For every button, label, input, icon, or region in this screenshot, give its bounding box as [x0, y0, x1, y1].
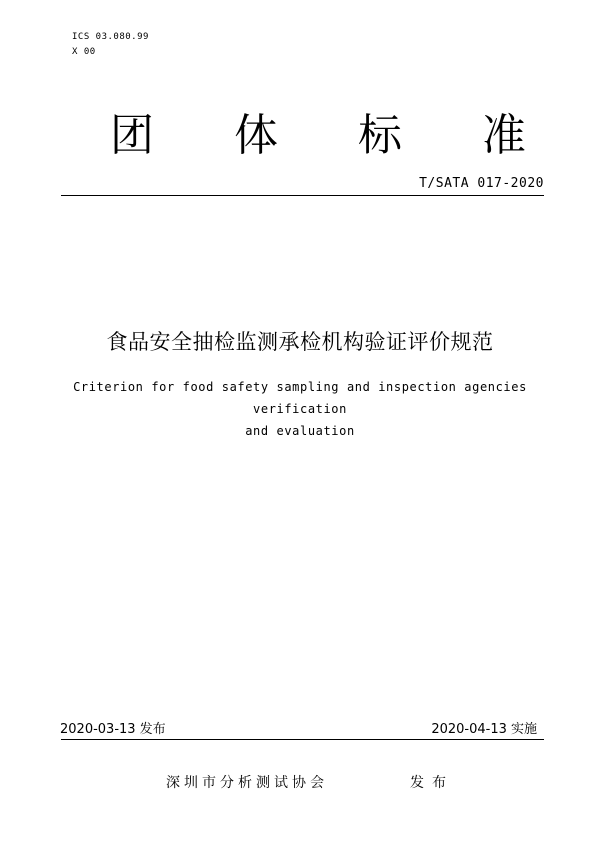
footer-divider: [61, 739, 544, 740]
header-divider: [61, 195, 544, 196]
publish-date: 2020-03-13 发布: [60, 722, 166, 737]
classification-codes: [72, 30, 149, 60]
document-type-title: [108, 108, 528, 164]
ics-code: ICS 03.080.99: [72, 32, 149, 42]
title-char: 标: [358, 110, 402, 161]
issuing-organization: 深圳市分析测试协会: [166, 775, 328, 791]
standard-number: T/SATA 017-2020: [419, 176, 544, 191]
class-code: X 00: [72, 47, 96, 57]
english-title-line: and evaluation: [245, 424, 355, 438]
chinese-title: 食品安全抽检监测承检机构验证评价规范: [106, 330, 494, 354]
title-char: 团: [110, 110, 154, 161]
issue-label: 发布: [410, 775, 454, 791]
english-title: [40, 376, 560, 442]
implement-date: 2020-04-13 实施: [431, 722, 537, 737]
title-char: 准: [482, 110, 526, 161]
english-title-line: Criterion for food safety sampling and inspection agencies verification: [73, 380, 527, 416]
title-char: 体: [234, 110, 278, 161]
